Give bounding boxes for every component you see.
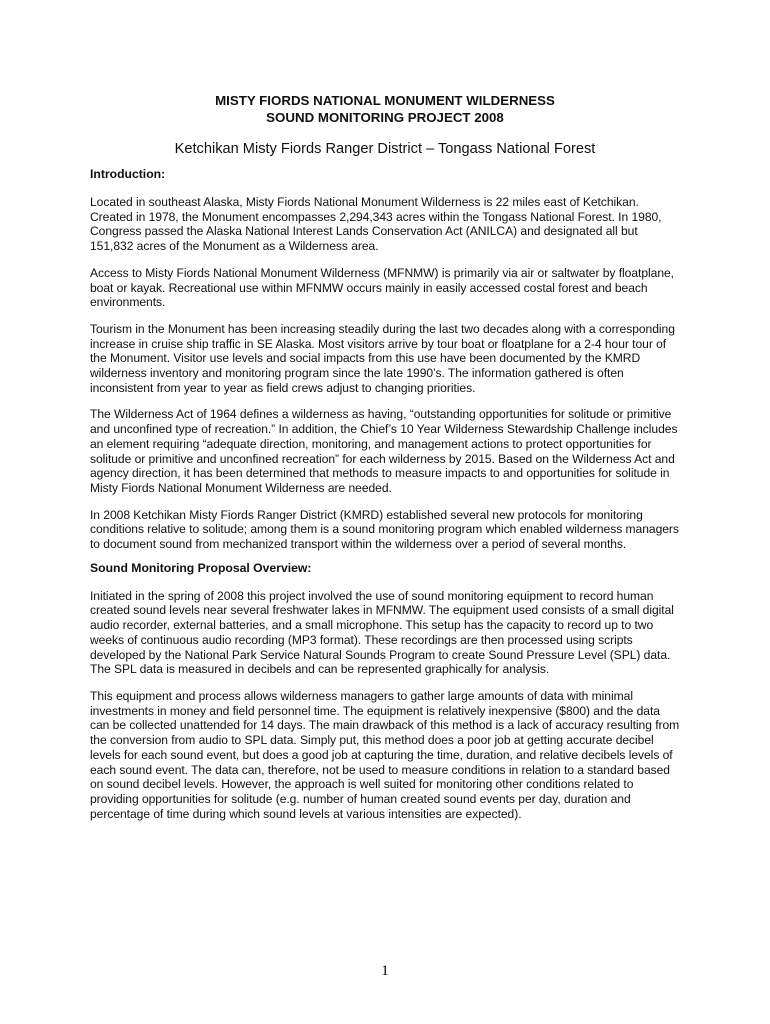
paragraph: Located in southeast Alaska, Misty Fiords National Monument Wilderness is 22 miles east of Ketchikan. Created in 1978, the Monument encompasses 2,294,343 acres within the Tongass National Forest. In 1980, Congress passed the Alaska National Interest Lands Conservation Act (ANILCA) and designated all but 151,832 acres of the Monument as a Wilderness area.	[90, 195, 662, 254]
paragraph: Access to Misty Fiords National Monument Wilderness (MFNMW) is primarily via air or saltwater by floatplane, boat or kayak. Recreational use within MFNMW occurs mainly in easily accessed costal forest and beach environments.	[90, 265, 674, 310]
paragraph: Initiated in the spring of 2008 this project involved the use of sound monitoring equipment to record human created sound levels near several freshwater lakes in MFNMW. The equipment used consists of a small digital audio recorder, external batteries, and a small microphone. This setup has the capacity to record up to two weeks of continuous audio recording (MP3 format). These recordings are then processed using scripts developed by the National Park Service Natural Sounds Program to create Sound Pressure Level (SPL) data. The SPL data is measured in decibels and can be represented graphically for analysis.	[90, 588, 674, 677]
document-subtitle: Ketchikan Misty Fiords Ranger District – Tongass National Forest	[174, 141, 596, 157]
document-title-line-1: MISTY FIORDS NATIONAL MONUMENT WILDERNESS	[215, 93, 555, 108]
document-title-line-2: SOUND MONITORING PROJECT 2008	[266, 110, 504, 125]
section-heading-overview: Sound Monitoring Proposal Overview:	[90, 560, 312, 575]
paragraph: Tourism in the Monument has been increasing steadily during the last two decades along with a corresponding increase in cruise ship traffic in SE Alaska. Most visitors arrive by tour boat or floatplane for a 2-4 hour tour of the Monument. Visitor use levels and social impacts from this use have been documented by the KMRD wilderness inventory and monitoring program since the late 1990’s. The information gathered is often inconsistent from year to year as field crews adjust to changing priorities.	[90, 321, 675, 395]
paragraph: The Wilderness Act of 1964 defines a wilderness as having, “outstanding opportunities for solitude or primitive and unconfined type of recreation.” In addition, the Chief’s 10 Year Wilderness Stewardship Challenge includes an element requiring “adequate direction, monitoring, and management actions to protect opportunities for solitude or primitive and unconfined recreation” for each wilderness by 2015. Based on the Wilderness Act and agency direction, it has been determined that methods to measure impacts to and opportunities for solitude in Misty Fiords National Monument Wilderness are needed.	[90, 407, 678, 495]
paragraph: In 2008 Ketchikan Misty Fiords Ranger District (KMRD) established several new protocols for monitoring conditions relative to solitude; among them is a sound monitoring program which enabled wilderness managers to document sound from mechanized transport within the wilderness over a period of several months.	[90, 507, 679, 552]
page-number: 1	[381, 963, 389, 979]
section-heading-introduction: Introduction:	[90, 167, 166, 181]
paragraph: This equipment and process allows wilderness managers to gather large amounts of data with minimal investments in money and field personnel time. The equipment is relatively inexpensive ($800) and the data can be collected unattended for 14 days. The main drawback of this method is a lack of accuracy resulting from the conversion from audio to SPL data. Simply put, this method does a poor job at getting accurate decibel levels for each sound event, but does a good job at capturing the time, duration, and relative decibels levels of each sound event. The data can, therefore, not be used to measure conditions in relation to a standard based on sound decibel levels. However, the approach is well suited for monitoring other conditions related to providing opportunities for solitude (e.g. number of human created sound events per day, duration and percentage of time during which sound levels at various intensities are expected).	[90, 688, 680, 821]
